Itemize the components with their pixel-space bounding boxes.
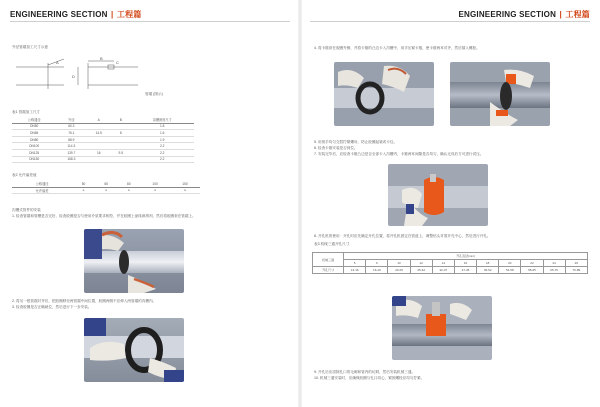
table-cell: 8 — [111, 130, 130, 137]
table3-left-label: 机械三通 — [313, 253, 344, 267]
table1-header-cell: A — [86, 117, 111, 123]
table1-header-cell: 沟槽深度尺寸 — [130, 117, 194, 123]
table3-size-cell: 20 — [499, 260, 521, 267]
photo-clamp-install — [388, 164, 488, 226]
table1 — [12, 117, 194, 163]
install-step-2: 2. 将另一根管端对齐后，把胶圈移至两管端中间位置，胶圈两侧不应伸入两管端的沟槽内。 — [12, 299, 157, 303]
table-cell: 14.5 — [86, 130, 111, 137]
table-cell: 52-58 — [499, 267, 521, 274]
table-cell: 1.6 — [130, 123, 194, 130]
table3-size-cell: 10 — [388, 260, 410, 267]
install-step-4: 4. 将卡箍套在胶圈外侧，并将卡箍的凸边卡入沟槽中，用手压紧卡箍，使卡箍两耳对齐，然后插入螺栓。 — [314, 46, 480, 50]
photo-gasket-ring — [84, 318, 184, 382]
table-cell: 139.7 — [56, 149, 86, 156]
table-cell: 76.1 — [56, 130, 86, 137]
table3-size-cell: 26 — [565, 260, 587, 267]
table1-header-cell: 公称通径 — [12, 117, 56, 123]
table-cell: ≤ — [72, 187, 95, 194]
table3-size-cell: 12 — [410, 260, 432, 267]
table3-size-cell: 18 — [477, 260, 499, 267]
left-header — [10, 9, 142, 20]
diagram-label-c: C — [116, 60, 119, 65]
table-row — [12, 136, 194, 143]
table-cell: 58-65 — [521, 267, 543, 274]
table-cell: 32-37 — [432, 267, 454, 274]
table-cell: 16 — [86, 149, 111, 156]
table-cell: 9.5 — [111, 149, 130, 156]
table-row — [12, 143, 194, 150]
install-step-7: 7. 安装完毕后，应检查卡箍凸边是否全部卡入沟槽内，卡箍两耳间隙是否均匀，确认无误后方可进行试压。 — [314, 152, 484, 156]
left-header-rule — [10, 21, 290, 22]
left-header-separator: | — [111, 10, 114, 19]
right-header-cn: 工程篇 — [565, 10, 590, 19]
table1-header-cell: 外径 — [56, 117, 86, 123]
diagram-label-d: D — [72, 74, 75, 79]
table-cell: 2.2 — [130, 156, 194, 163]
table-row — [12, 130, 194, 137]
table3-row-label: 开孔尺寸 — [313, 267, 344, 274]
table-cell — [86, 123, 111, 130]
table-cell: 76-89 — [565, 267, 587, 274]
install-step-8: 8. 开孔机的使用：开孔时应先确定开孔位置，将开孔机固定在管道上，调整钻头对准开孔中心，然后进行开孔。 — [314, 234, 491, 238]
table-cell: 168.3 — [56, 156, 86, 163]
diagram-label-a: A — [56, 60, 59, 65]
table-cell: 65-76 — [543, 267, 565, 274]
install-step-1: 1. 检查管端和管槽是否完好，检查胶圈是否与使用介质要求相符，并在胶圈上涂抹润滑剂，然后将胶圈套在管端上。 — [12, 214, 196, 218]
right-page — [300, 0, 600, 407]
table3-size-row — [313, 260, 588, 267]
right-header-separator: | — [559, 10, 562, 19]
photo-gasket-on-pipe — [334, 62, 434, 126]
right-header — [458, 9, 590, 20]
table-cell — [111, 156, 130, 163]
table2-header-cell: 80 — [118, 181, 141, 187]
table-cell: 2.2 — [130, 143, 194, 150]
table-cell: DN80 — [12, 136, 56, 143]
table3 — [312, 252, 588, 274]
table-row — [12, 149, 194, 156]
table-cell: 1.6 — [130, 130, 194, 137]
table2-header-cell: 100 — [140, 181, 170, 187]
right-header-title: ENGINEERING SECTION — [458, 10, 557, 19]
table-cell — [111, 143, 130, 150]
install-section-title: 沟槽式管件的安装 — [12, 208, 41, 212]
left-header-title: ENGINEERING SECTION — [10, 10, 108, 19]
install-step-5: 5. 用扳手均匀交替拧紧螺母，防止胶圈起皱或卡住。 — [314, 140, 398, 144]
diagram-note: 管端 (图示) — [145, 92, 163, 96]
table-row — [313, 267, 588, 274]
table-cell: 88.9 — [56, 136, 86, 143]
table2-title: 表2 允许偏差值 — [12, 173, 37, 177]
table-cell: ≤ — [95, 187, 118, 194]
table-row — [12, 187, 200, 194]
table-cell — [86, 136, 111, 143]
table-cell: DN65 — [12, 130, 56, 137]
pipe-groove-diagram — [12, 55, 152, 103]
table-cell: 16-19 — [366, 267, 388, 274]
table-cell: 114.3 — [56, 143, 86, 150]
table-cell: 37-45 — [454, 267, 476, 274]
table-cell: ≤ — [140, 187, 170, 194]
table3-size-cell: 5 — [344, 260, 366, 267]
table-cell: DN150 — [12, 156, 56, 163]
table2-header-cell: 公称通径 — [12, 181, 72, 187]
install-step-3: 3. 检查胶圈是否正确就位，然后进行下一步安装。 — [12, 305, 92, 309]
table-cell: 25-32 — [410, 267, 432, 274]
table-cell: DN100 — [12, 143, 56, 150]
table2-header-cell: 150 — [170, 181, 200, 187]
table-cell: 45-52 — [477, 267, 499, 274]
table3-size-cell: 22 — [521, 260, 543, 267]
table2-header-cell: 50 — [72, 181, 95, 187]
table-cell: 1.9 — [130, 136, 194, 143]
table-cell — [111, 136, 130, 143]
table-cell — [86, 143, 111, 150]
table-cell — [111, 123, 130, 130]
table-row — [12, 123, 194, 130]
table3-title: 表3 机械三通开孔尺寸 — [314, 242, 350, 246]
right-header-rule — [310, 21, 590, 22]
table-cell — [86, 156, 111, 163]
table-cell: DN50 — [12, 123, 56, 130]
table3-top-label: 开孔直径(mm) — [344, 253, 588, 260]
install-step-9: 9. 开孔后应清除孔口的毛刺和管内的切屑，然后安装机械三通。 — [314, 370, 416, 374]
table-cell: 60.3 — [56, 123, 86, 130]
table2-header-cell: 65 — [95, 181, 118, 187]
table-row — [12, 156, 194, 163]
table-cell: 允许偏差 — [12, 187, 72, 194]
table3-size-cell: 16 — [454, 260, 476, 267]
install-step-6: 6. 检查卡箍安装是否到位。 — [314, 146, 358, 150]
table3-size-cell: 24 — [543, 260, 565, 267]
photo-mechanical-tee — [392, 296, 492, 360]
left-header-cn: 工程篇 — [116, 10, 142, 19]
table3-size-cell: 14 — [432, 260, 454, 267]
table3-top-row — [313, 253, 588, 260]
photo-gasket-fitting — [84, 229, 184, 293]
table1-title: 表1 管端加工尺寸 — [12, 110, 41, 114]
table-cell: DN125 — [12, 149, 56, 156]
table-cell: 20-25 — [388, 267, 410, 274]
table3-size-cell: 6 — [366, 260, 388, 267]
diagram-label-b: B — [100, 56, 103, 61]
table-cell: ≤ — [170, 187, 200, 194]
table1-header-cell: B — [111, 117, 130, 123]
photo-coupling-orange — [450, 62, 550, 126]
table-cell: ≤ — [118, 187, 141, 194]
install-step-10: 10. 机械三通安装时，应确保胶圈与孔口同心，紧固螺栓应均匀拧紧。 — [314, 376, 425, 380]
table2 — [12, 181, 200, 194]
fig-caption: 外径管端加工尺寸示意 — [12, 45, 48, 49]
table-cell: 13-16 — [344, 267, 366, 274]
table-cell: 2.2 — [130, 149, 194, 156]
